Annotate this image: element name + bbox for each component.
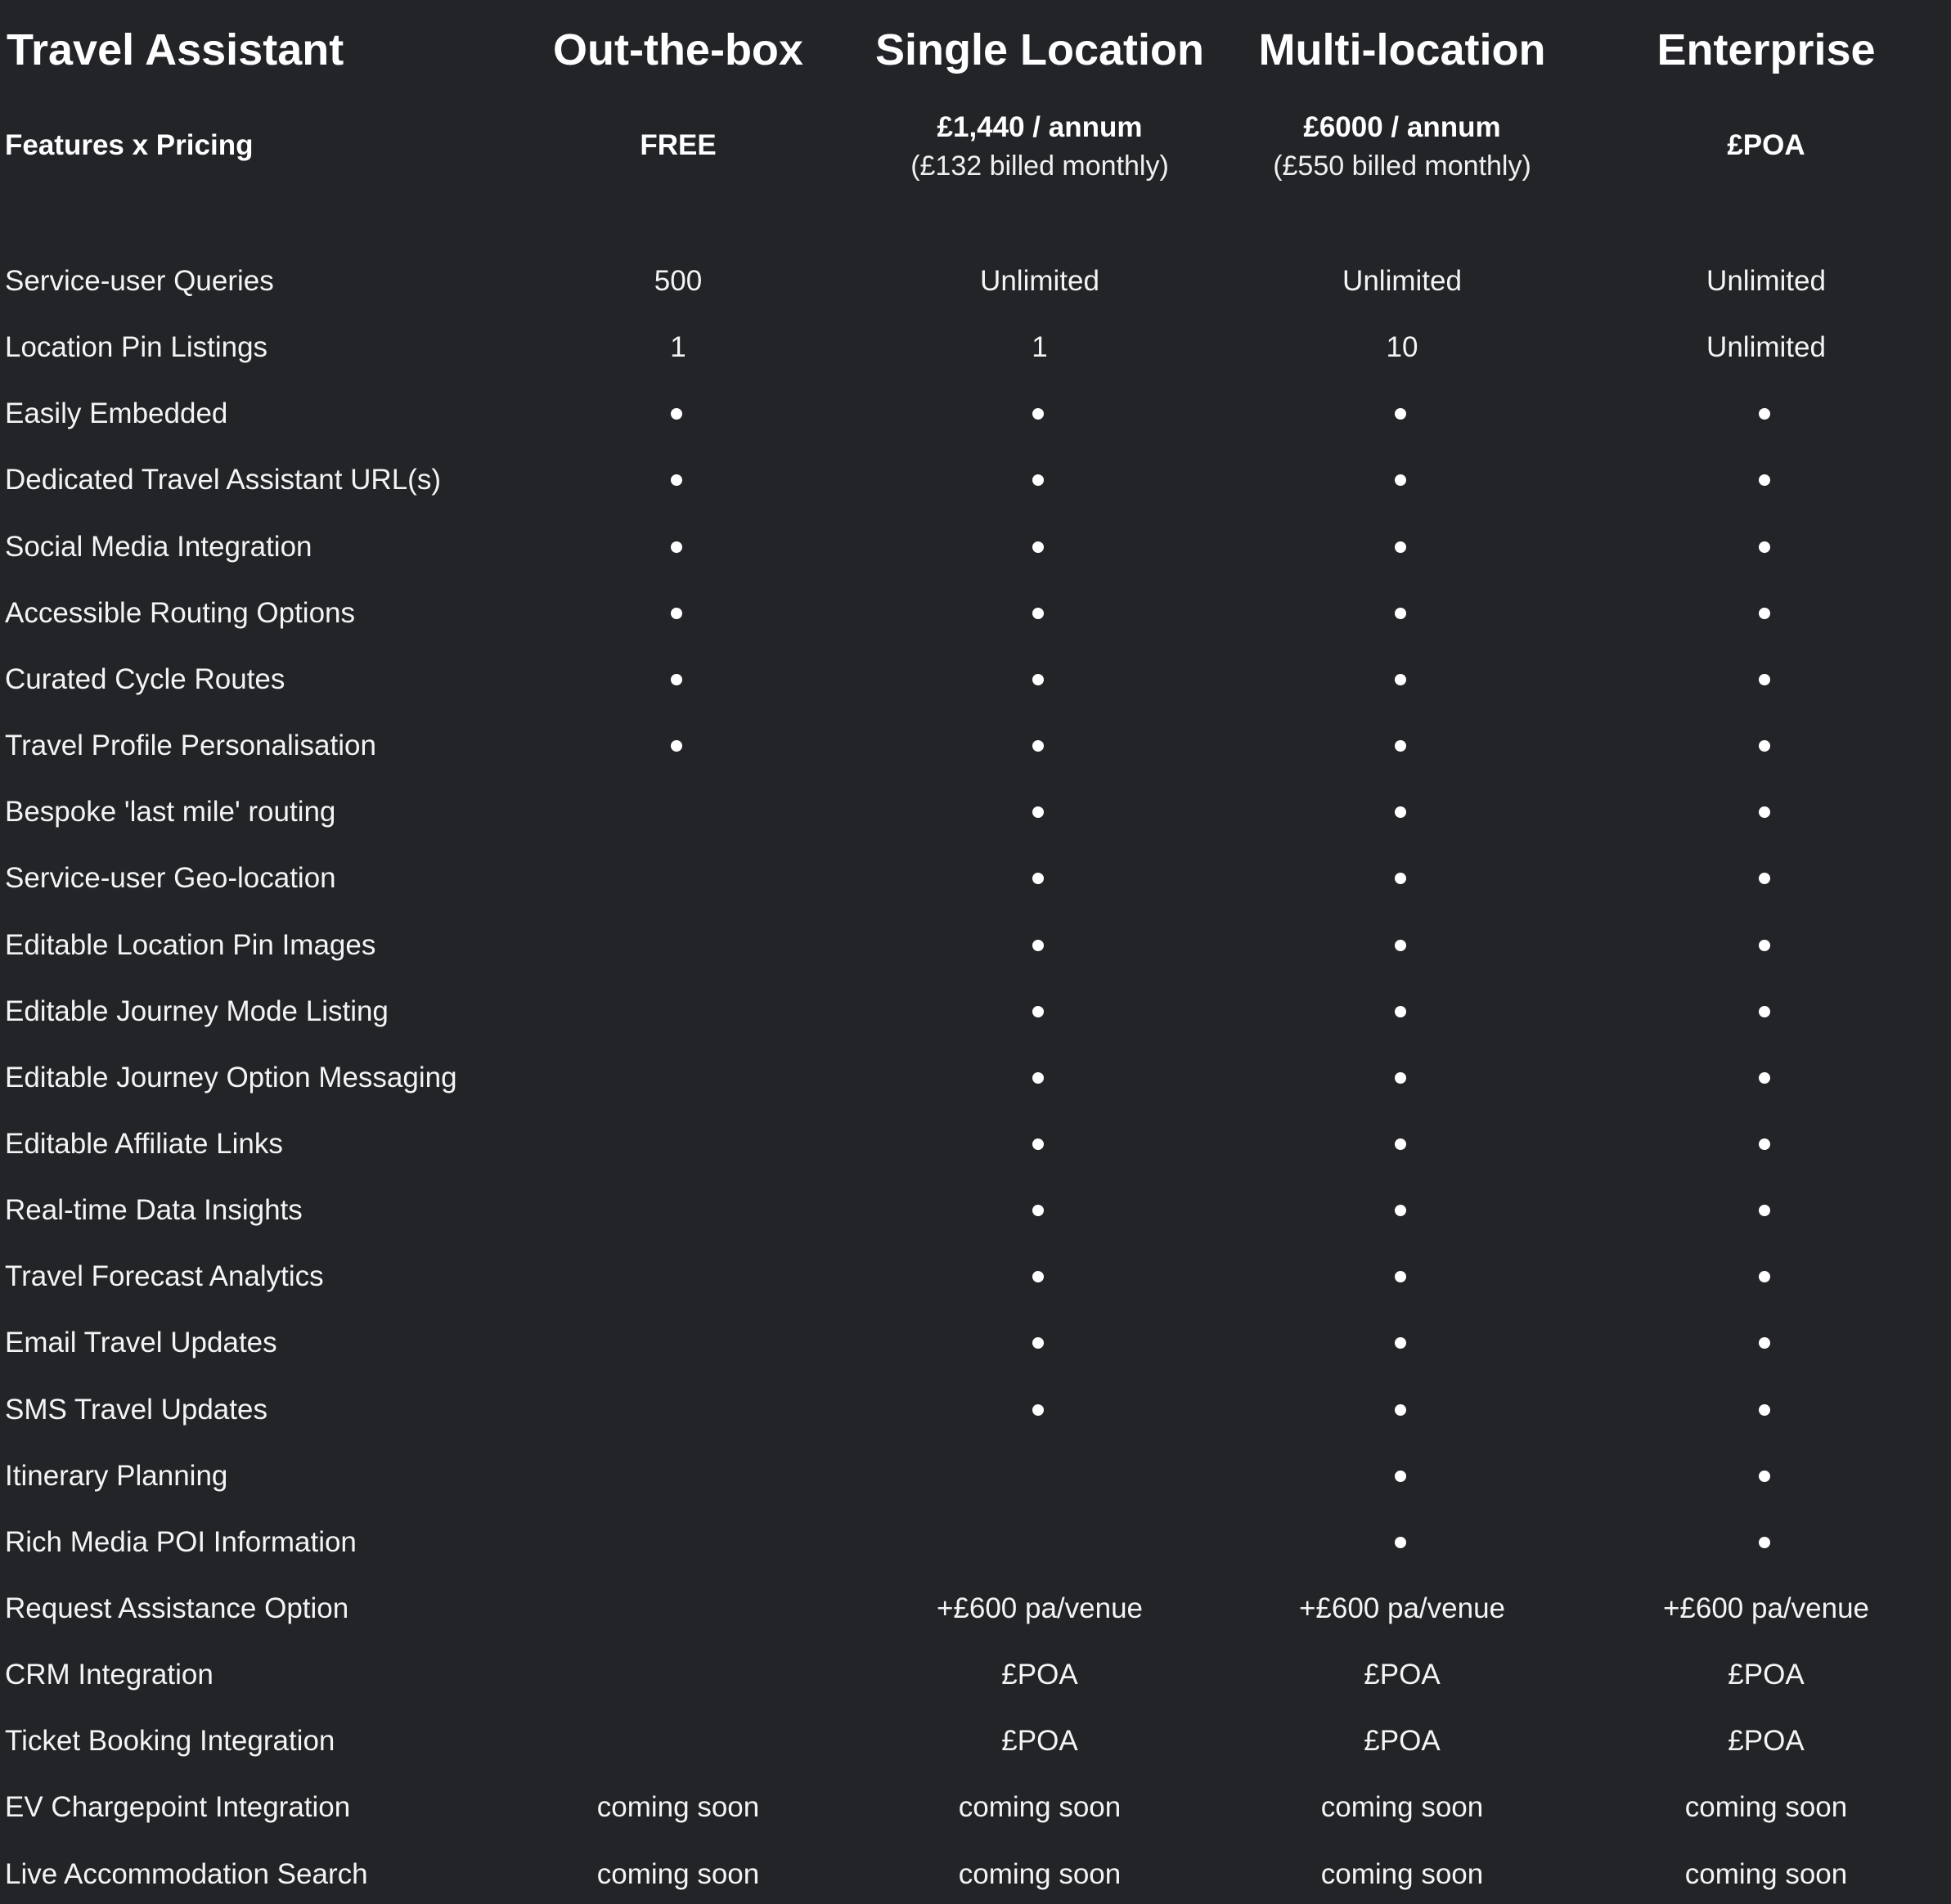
included-dot-icon-multi-location	[1395, 674, 1406, 685]
included-dot-icon-single-location	[1032, 1337, 1044, 1349]
included-dot-icon-enterprise	[1759, 674, 1770, 685]
included-dot-icon-single-location	[1032, 1138, 1044, 1150]
features-pricing-label: Features x Pricing	[5, 129, 254, 161]
included-dot-icon-single-location	[1032, 408, 1044, 420]
included-dot-icon-out-the-box	[671, 608, 682, 619]
feature-value-enterprise: £POA	[1728, 1725, 1805, 1757]
included-dot-icon-enterprise	[1759, 1404, 1770, 1416]
feature-name: Service-user Geo-location	[5, 862, 336, 894]
feature-name: Accessible Routing Options	[5, 597, 355, 629]
feature-row	[0, 1120, 1951, 1169]
price-single-location: £1,440 / annum	[937, 111, 1143, 143]
feature-name: Location Pin Listings	[5, 331, 268, 363]
included-dot-icon-single-location	[1032, 873, 1044, 884]
feature-value-out-the-box: coming soon	[596, 1858, 760, 1890]
included-dot-icon-enterprise	[1759, 1205, 1770, 1216]
plan-title-enterprise: Enterprise	[1657, 25, 1876, 74]
price-out-the-box: FREE	[640, 129, 717, 161]
feature-value-multi-location: Unlimited	[1342, 265, 1462, 297]
feature-row	[0, 1584, 1951, 1633]
included-dot-icon-multi-location	[1395, 740, 1406, 752]
included-dot-icon-enterprise	[1759, 940, 1770, 951]
feature-name: Rich Media POI Information	[5, 1526, 357, 1558]
feature-name: Travel Profile Personalisation	[5, 730, 376, 761]
included-dot-icon-single-location	[1032, 608, 1044, 619]
feature-value-enterprise: £POA	[1728, 1659, 1805, 1691]
feature-row	[0, 1518, 1951, 1567]
included-dot-icon-enterprise	[1759, 1138, 1770, 1150]
included-dot-icon-multi-location	[1395, 1006, 1406, 1017]
feature-row	[0, 655, 1951, 704]
feature-row	[0, 1850, 1951, 1899]
included-dot-icon-single-location	[1032, 674, 1044, 685]
included-dot-icon-multi-location	[1395, 1471, 1406, 1482]
feature-name: Service-user Queries	[5, 265, 274, 297]
feature-value-single-location: Unlimited	[980, 265, 1099, 297]
included-dot-icon-enterprise	[1759, 408, 1770, 420]
feature-row	[0, 1186, 1951, 1235]
feature-row	[0, 1452, 1951, 1501]
included-dot-icon-single-location	[1032, 1072, 1044, 1084]
feature-row	[0, 1053, 1951, 1102]
product-title: Travel Assistant	[7, 25, 344, 74]
included-dot-icon-multi-location	[1395, 541, 1406, 553]
feature-value-out-the-box: 1	[670, 331, 686, 363]
feature-value-multi-location: coming soon	[1320, 1791, 1484, 1823]
included-dot-icon-multi-location	[1395, 940, 1406, 951]
included-dot-icon-multi-location	[1395, 1337, 1406, 1349]
feature-name: Editable Affiliate Links	[5, 1128, 283, 1160]
included-dot-icon-enterprise	[1759, 1271, 1770, 1282]
included-dot-icon-enterprise	[1759, 541, 1770, 553]
feature-value-multi-location: +£600 pa/venue	[1298, 1592, 1506, 1624]
included-dot-icon-multi-location	[1395, 1537, 1406, 1548]
feature-value-single-location: coming soon	[958, 1791, 1122, 1823]
included-dot-icon-out-the-box	[671, 408, 682, 420]
feature-name: Curated Cycle Routes	[5, 663, 285, 695]
included-dot-icon-enterprise	[1759, 474, 1770, 486]
feature-value-single-location: +£600 pa/venue	[936, 1592, 1144, 1624]
included-dot-icon-out-the-box	[671, 474, 682, 486]
price-enterprise: £POA	[1727, 129, 1805, 161]
included-dot-icon-multi-location	[1395, 873, 1406, 884]
included-dot-icon-enterprise	[1759, 806, 1770, 818]
included-dot-icon-single-location	[1032, 1205, 1044, 1216]
feature-row	[0, 788, 1951, 837]
feature-name: Ticket Booking Integration	[5, 1725, 335, 1757]
included-dot-icon-single-location	[1032, 474, 1044, 486]
included-dot-icon-out-the-box	[671, 674, 682, 685]
feature-name: Live Accommodation Search	[5, 1858, 368, 1890]
feature-name: EV Chargepoint Integration	[5, 1791, 351, 1823]
feature-name: Request Assistance Option	[5, 1592, 349, 1624]
included-dot-icon-single-location	[1032, 940, 1044, 951]
feature-row	[0, 854, 1951, 903]
plan-title-single-location: Single Location	[874, 25, 1205, 74]
price-multi-location: £6000 / annum	[1303, 111, 1501, 143]
feature-row	[0, 323, 1951, 372]
feature-value-multi-location: £POA	[1364, 1725, 1441, 1757]
plan-title-multi-location: Multi-location	[1258, 25, 1546, 74]
feature-name: Itinerary Planning	[5, 1460, 228, 1492]
feature-value-multi-location: 10	[1386, 331, 1418, 363]
feature-value-enterprise: coming soon	[1684, 1858, 1848, 1890]
included-dot-icon-single-location	[1032, 1271, 1044, 1282]
included-dot-icon-out-the-box	[671, 740, 682, 752]
included-dot-icon-enterprise	[1759, 1537, 1770, 1548]
feature-value-single-location: £POA	[1001, 1725, 1078, 1757]
feature-row	[0, 1252, 1951, 1301]
feature-name: SMS Travel Updates	[5, 1394, 267, 1426]
feature-value-single-location: 1	[1032, 331, 1048, 363]
feature-name: Travel Forecast Analytics	[5, 1260, 324, 1292]
included-dot-icon-enterprise	[1759, 1006, 1770, 1017]
feature-value-enterprise: Unlimited	[1706, 331, 1826, 363]
included-dot-icon-single-location	[1032, 806, 1044, 818]
included-dot-icon-multi-location	[1395, 806, 1406, 818]
feature-row	[0, 921, 1951, 970]
included-dot-icon-multi-location	[1395, 474, 1406, 486]
feature-value-enterprise: coming soon	[1684, 1791, 1848, 1823]
included-dot-icon-single-location	[1032, 541, 1044, 553]
included-dot-icon-enterprise	[1759, 1337, 1770, 1349]
feature-value-out-the-box: 500	[654, 265, 703, 297]
included-dot-icon-enterprise	[1759, 1072, 1770, 1084]
included-dot-icon-multi-location	[1395, 1271, 1406, 1282]
included-dot-icon-enterprise	[1759, 740, 1770, 752]
included-dot-icon-enterprise	[1759, 1471, 1770, 1482]
feature-row	[0, 1650, 1951, 1700]
feature-name: Editable Location Pin Images	[5, 929, 376, 961]
price-single-location-monthly: (£132 billed monthly)	[910, 150, 1169, 182]
feature-name: Editable Journey Option Messaging	[5, 1062, 457, 1093]
feature-row	[0, 257, 1951, 306]
feature-name: Easily Embedded	[5, 397, 228, 429]
included-dot-icon-enterprise	[1759, 608, 1770, 619]
price-multi-location-monthly: (£550 billed monthly)	[1273, 150, 1531, 182]
feature-row	[0, 1783, 1951, 1832]
feature-value-multi-location: £POA	[1364, 1659, 1441, 1691]
feature-row	[0, 589, 1951, 638]
feature-value-multi-location: coming soon	[1320, 1858, 1484, 1890]
included-dot-icon-single-location	[1032, 1404, 1044, 1416]
feature-name: Social Media Integration	[5, 531, 312, 563]
included-dot-icon-enterprise	[1759, 873, 1770, 884]
feature-row	[0, 987, 1951, 1036]
feature-value-single-location: coming soon	[958, 1858, 1122, 1890]
feature-value-enterprise: Unlimited	[1706, 265, 1826, 297]
feature-name: Bespoke 'last mile' routing	[5, 796, 336, 828]
feature-row	[0, 1385, 1951, 1435]
feature-row	[0, 456, 1951, 505]
feature-row	[0, 389, 1951, 438]
feature-row	[0, 1717, 1951, 1766]
included-dot-icon-single-location	[1032, 1006, 1044, 1017]
included-dot-icon-single-location	[1032, 740, 1044, 752]
plan-title-out-the-box: Out-the-box	[553, 25, 803, 74]
included-dot-icon-multi-location	[1395, 608, 1406, 619]
feature-name: Email Travel Updates	[5, 1327, 277, 1358]
feature-name: Editable Journey Mode Listing	[5, 995, 389, 1027]
included-dot-icon-multi-location	[1395, 1404, 1406, 1416]
feature-row	[0, 1318, 1951, 1367]
included-dot-icon-multi-location	[1395, 1138, 1406, 1150]
feature-name: Real-time Data Insights	[5, 1194, 303, 1226]
included-dot-icon-multi-location	[1395, 1072, 1406, 1084]
included-dot-icon-multi-location	[1395, 408, 1406, 420]
included-dot-icon-out-the-box	[671, 541, 682, 553]
included-dot-icon-multi-location	[1395, 1205, 1406, 1216]
feature-value-single-location: £POA	[1001, 1659, 1078, 1691]
feature-row	[0, 523, 1951, 572]
feature-value-out-the-box: coming soon	[596, 1791, 760, 1823]
feature-row	[0, 721, 1951, 770]
feature-value-enterprise: +£600 pa/venue	[1662, 1592, 1870, 1624]
feature-name: Dedicated Travel Assistant URL(s)	[5, 464, 441, 496]
feature-name: CRM Integration	[5, 1659, 214, 1691]
